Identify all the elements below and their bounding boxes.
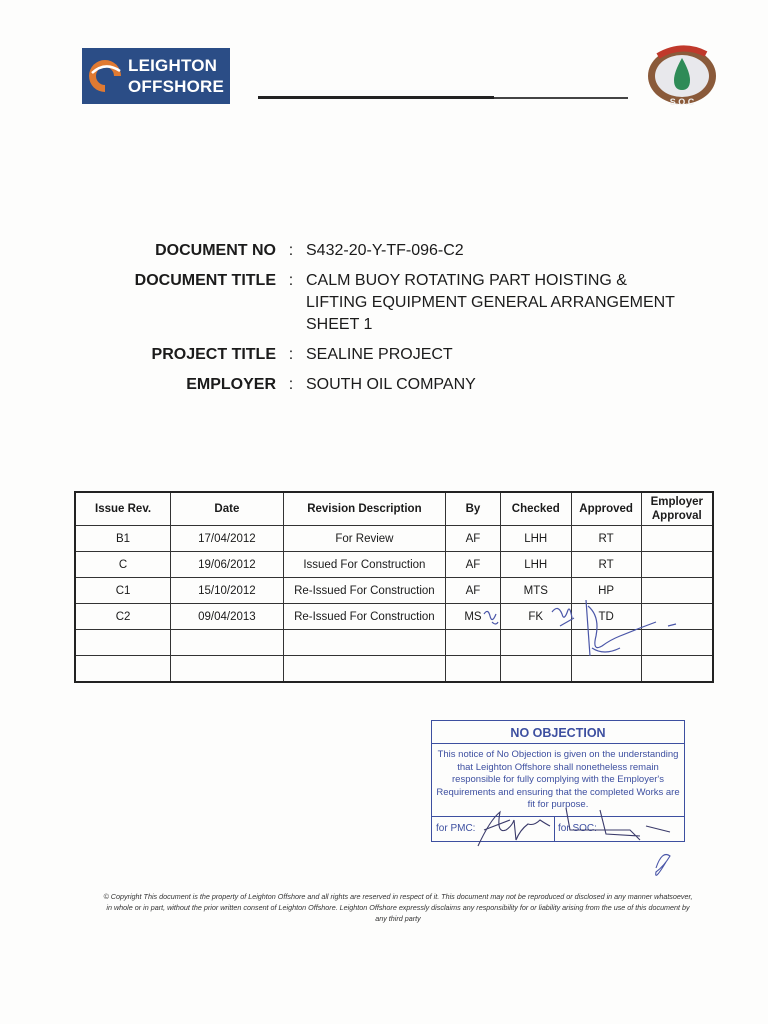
project-title-label: PROJECT TITLE [151, 346, 276, 363]
copyright-notice: © Copyright This document is the property of Leighton Offshore and all rights are reserved in respect of it. This document may not be reproduced or disclosed in any manner whatsoever, in whole or in part, without the prior written consent of Leighton Offshore. Leighton Offshore expressly disclaims any responsibility for or liability arising from the use of this document by any third party [103, 892, 693, 923]
cell-checked: LHH [500, 526, 571, 552]
doc-no-label: DOCUMENT NO [155, 242, 276, 259]
table-row [75, 630, 713, 656]
table-row [75, 604, 713, 630]
employer-value: SOUTH OIL COMPANY [306, 376, 476, 393]
project-title-value: SEALINE PROJECT [306, 346, 453, 363]
table-row [75, 552, 713, 578]
stamp-title: NO OBJECTION [510, 726, 606, 740]
table-row [75, 578, 713, 604]
cell-by: MS [446, 604, 501, 630]
cell-employer-approval [641, 630, 713, 656]
logo-text: LEIGHTON OFFSHORE [128, 56, 225, 96]
cell-date [171, 630, 284, 656]
header-checked: Checked [500, 492, 571, 526]
cell-description: Re-Issued For Construction [283, 578, 445, 604]
cell-employer-approval [641, 604, 713, 630]
table-row [75, 526, 713, 552]
header-issue-rev: Issue Rev. [75, 492, 171, 526]
separator: : [288, 346, 294, 363]
doc-title-row [80, 270, 730, 336]
no-objection-stamp [431, 720, 685, 842]
cell-issue-rev: C1 [75, 578, 171, 604]
header-approved: Approved [571, 492, 641, 526]
cell-date [171, 656, 284, 683]
cell-by: AF [446, 526, 501, 552]
cell-by [446, 630, 501, 656]
document-metadata [80, 240, 730, 404]
cell-date: 17/04/2012 [171, 526, 284, 552]
project-title-row [80, 344, 730, 366]
employer-label: EMPLOYER [186, 376, 276, 393]
cell-employer-approval [641, 578, 713, 604]
cell-issue-rev: C [75, 552, 171, 578]
cell-description [283, 630, 445, 656]
cell-employer-approval [641, 552, 713, 578]
doc-no-row [80, 240, 730, 262]
cell-checked [500, 630, 571, 656]
soc-logo-text: S.O.C [669, 97, 695, 107]
employer-row [80, 374, 730, 396]
cell-issue-rev: B1 [75, 526, 171, 552]
stamp-pmc-label: for PMC: [432, 817, 555, 841]
cell-description: For Review [283, 526, 445, 552]
header-by: By [446, 492, 501, 526]
cell-issue-rev: C2 [75, 604, 171, 630]
cell-checked: FK [500, 604, 571, 630]
separator: : [288, 242, 294, 259]
cell-checked: MTS [500, 578, 571, 604]
cell-date: 15/10/2012 [171, 578, 284, 604]
cell-approved: HP [571, 578, 641, 604]
table-header-row [75, 492, 713, 526]
cell-date: 09/04/2013 [171, 604, 284, 630]
cell-approved [571, 656, 641, 683]
cell-approved: RT [571, 526, 641, 552]
cell-issue-rev [75, 656, 171, 683]
leighton-offshore-logo [82, 48, 230, 104]
separator: : [288, 272, 294, 289]
cell-description: Issued For Construction [283, 552, 445, 578]
cell-approved: TD [571, 604, 641, 630]
cell-description [283, 656, 445, 683]
table-row [75, 656, 713, 683]
doc-no-value: S432-20-Y-TF-096-C2 [306, 242, 464, 259]
leighton-logo-mark-icon [86, 57, 124, 95]
cell-checked: LHH [500, 552, 571, 578]
cell-description: Re-Issued For Construction [283, 604, 445, 630]
header-revision-description: Revision Description [283, 492, 445, 526]
cell-by: AF [446, 552, 501, 578]
stamp-footer [432, 816, 684, 841]
doc-title-value: CALM BUOY ROTATING PART HOISTING & LIFTING EQUIPMENT GENERAL ARRANGEMENT SHEET 1 [306, 272, 675, 333]
header-rule-dark [258, 96, 494, 99]
stamp-divider [432, 743, 684, 744]
revision-table [74, 491, 714, 683]
cell-checked [500, 656, 571, 683]
cell-by: AF [446, 578, 501, 604]
cell-approved: RT [571, 552, 641, 578]
cell-employer-approval [641, 656, 713, 683]
soc-logo-icon [644, 42, 720, 110]
separator: : [288, 376, 294, 393]
cell-date: 19/06/2012 [171, 552, 284, 578]
cell-approved [571, 630, 641, 656]
cell-employer-approval [641, 526, 713, 552]
header-employer-approval: Employer Approval [641, 492, 713, 526]
cell-by [446, 656, 501, 683]
doc-title-label: DOCUMENT TITLE [134, 272, 276, 289]
stamp-body: This notice of No Objection is given on the understanding that Leighton Offshore shall nonetheless remain responsible for fully complying with the Employer's Requirements and ensuring that the completed Works are fit for purpose. [436, 749, 680, 810]
cell-issue-rev [75, 630, 171, 656]
header-date: Date [171, 492, 284, 526]
stamp-soc-label: for SOC: [558, 823, 597, 834]
